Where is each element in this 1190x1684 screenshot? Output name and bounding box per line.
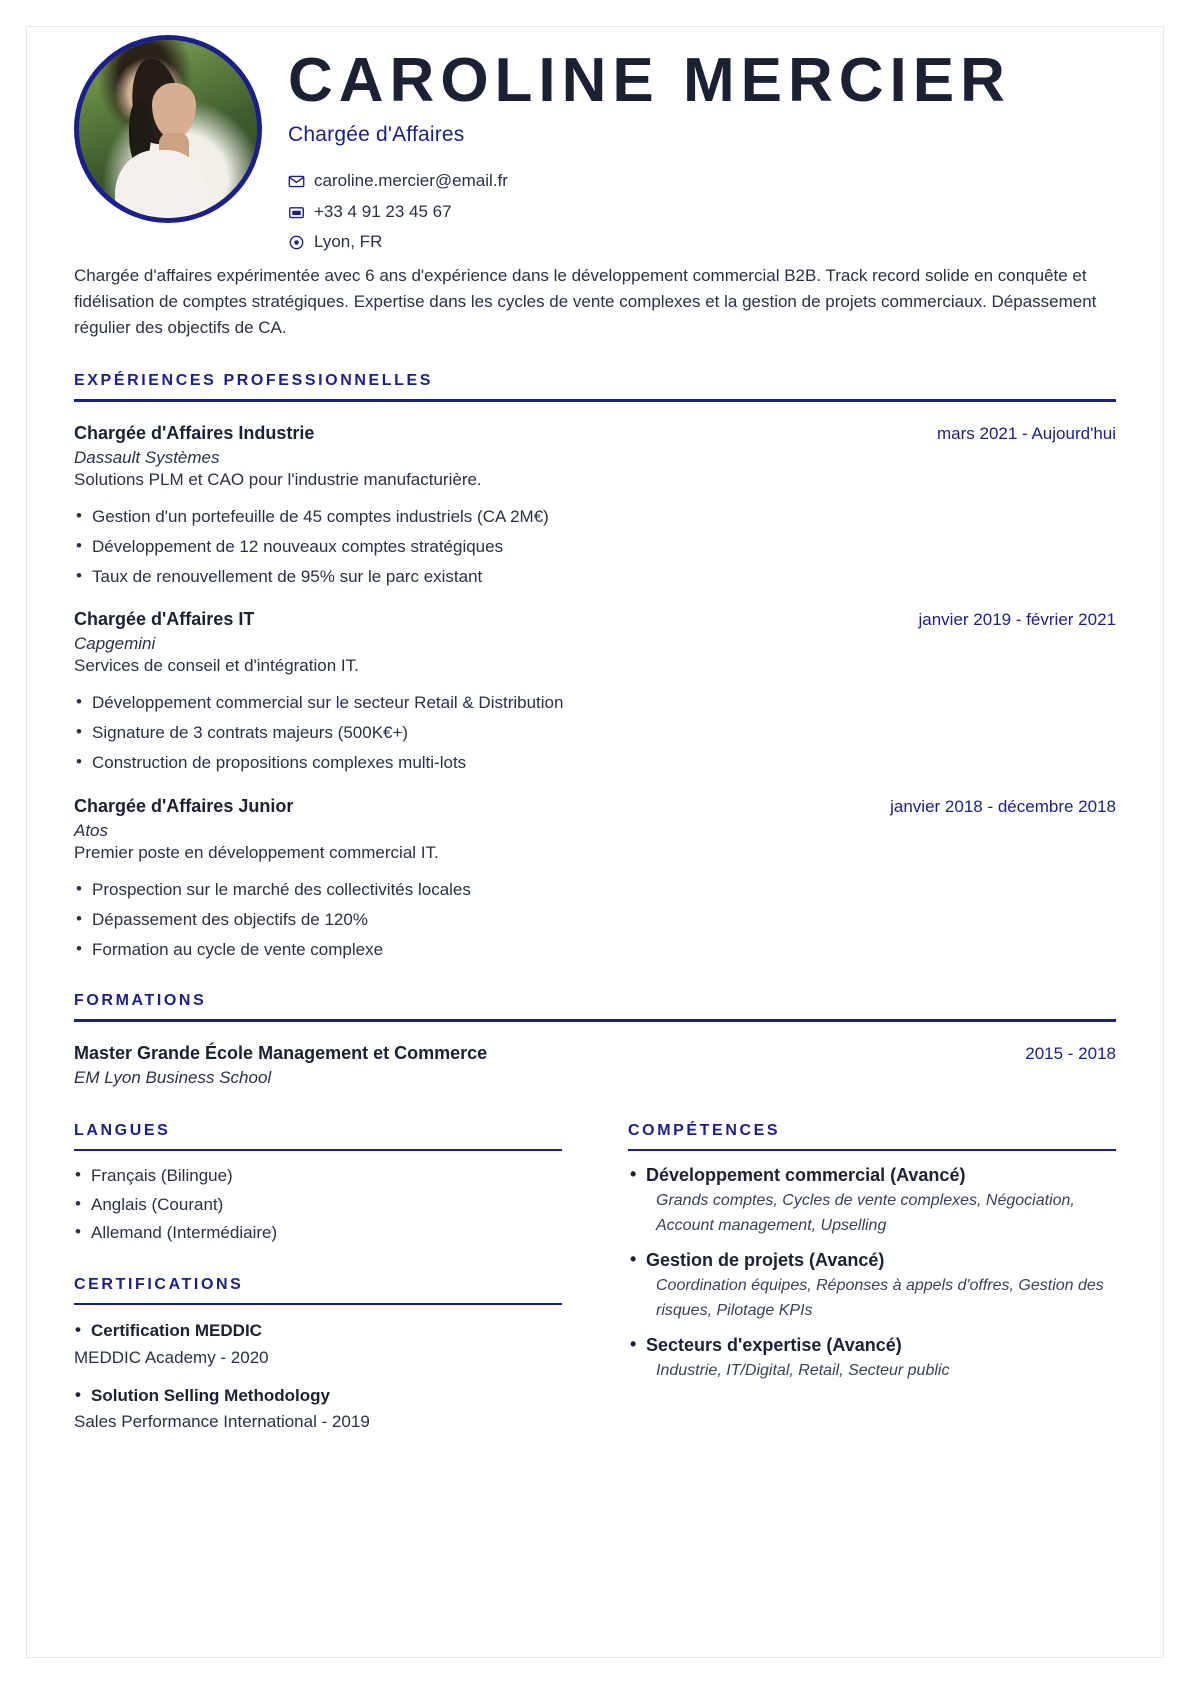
list-item: • Construction de propositions complexes multi-lots xyxy=(74,752,1116,775)
page-title: CAROLINE MERCIER xyxy=(288,46,1011,115)
experience-description: Services de conseil et d'intégration IT. xyxy=(74,656,359,676)
list-item: • Signature de 3 contrats majeurs (500K€+) xyxy=(74,722,1116,745)
list-item: • Dépassement des objectifs de 120% xyxy=(74,909,1116,932)
experience-bullet-list xyxy=(74,692,1116,775)
certification-name: • Certification MEDDIC xyxy=(74,1319,562,1343)
skill-detail: Industrie, IT/Digital, Retail, Secteur public xyxy=(656,1361,950,1379)
certification-item xyxy=(74,1319,562,1370)
language-list xyxy=(74,1164,562,1246)
list-item: • Prospection sur le marché des collectivités locales xyxy=(74,879,1116,902)
experience-job-title: Chargée d'Affaires Junior xyxy=(74,796,294,817)
section-divider-certifications xyxy=(74,1303,562,1305)
section-title-education: FORMATIONS xyxy=(74,992,207,1010)
list-item: • Développement de 12 nouveaux comptes stratégiques xyxy=(74,536,1116,559)
list-item: • Gestion d'un portefeuille de 45 comptes industriels (CA 2M€) xyxy=(74,506,1116,529)
skill-detail: Grands comptes, Cycles de vente complexes, Négociation, Account management, Upselling xyxy=(656,1192,1075,1235)
section-divider-experience xyxy=(74,399,1116,402)
contact-phone[interactable] xyxy=(288,202,1116,222)
experience-date-range: mars 2021 - Aujourd'hui xyxy=(936,423,1116,443)
list-item: • Anglais (Courant) xyxy=(74,1193,562,1218)
envelope-icon xyxy=(288,173,305,190)
section-education xyxy=(74,992,1116,1088)
list-item: • Taux de renouvellement de 95% sur le parc existant xyxy=(74,566,1116,589)
avatar-face-shape xyxy=(152,83,196,139)
phone-icon xyxy=(288,204,305,221)
experience-date-range: janvier 2019 - février 2021 xyxy=(918,610,1116,630)
experience-bullet-list xyxy=(74,879,1116,962)
education-degree: Master Grande École Management et Commerce xyxy=(74,1043,488,1064)
experience-entry-head xyxy=(74,609,1116,630)
header-text-block xyxy=(288,45,1116,253)
education-entry-head xyxy=(74,1043,1116,1064)
resume-header xyxy=(74,27,1116,342)
section-skills xyxy=(628,1122,1116,1384)
certification-meta: Sales Performance International - 2019 xyxy=(74,1412,370,1432)
right-column xyxy=(628,1122,1116,1434)
experience-company: Atos xyxy=(74,821,109,841)
section-title-skills: COMPÉTENCES xyxy=(628,1122,781,1140)
section-experience xyxy=(74,372,1116,962)
contact-email[interactable] xyxy=(288,171,1116,191)
skill-item xyxy=(628,1248,1116,1324)
section-divider-education xyxy=(74,1019,1116,1022)
avatar xyxy=(74,35,262,223)
contact-list xyxy=(288,171,1116,252)
experience-bullet-list xyxy=(74,506,1116,589)
education-entry xyxy=(74,1043,1116,1088)
avatar-shirt-shape xyxy=(115,150,207,223)
contact-location-value: Lyon, FR xyxy=(314,232,383,252)
contact-location[interactable] xyxy=(288,232,1116,252)
professional-summary: Chargée d'affaires expérimentée avec 6 ans d'expérience dans le développement commercial B2B. Track record solide en conquête et fidélisation de comptes stratégiques. Expertise dans les cycles de vente complexes et la gestion de projets commerciaux. Dépassement régulier des objectifs de CA. xyxy=(74,265,1097,338)
experience-job-title: Chargée d'Affaires IT xyxy=(74,609,255,630)
list-item: • Formation au cycle de vente complexe xyxy=(74,939,1116,962)
bottom-columns xyxy=(74,1122,1116,1434)
certification-meta: MEDDIC Academy - 2020 xyxy=(74,1347,269,1367)
experience-entry-head xyxy=(74,423,1116,444)
experience-company: Capgemini xyxy=(74,634,156,654)
experience-job-title: Chargée d'Affaires Industrie xyxy=(74,422,315,443)
list-item: • Allemand (Intermédiaire) xyxy=(74,1221,562,1246)
job-role-subtitle: Chargée d'Affaires xyxy=(288,123,465,147)
section-title-experience: EXPÉRIENCES PROFESSIONNELLES xyxy=(74,371,434,389)
experience-entry xyxy=(74,796,1116,962)
education-date-range: 2015 - 2018 xyxy=(1025,1044,1116,1064)
skill-detail: Coordination équipes, Réponses à appels d'offres, Gestion des risques, Pilotage KPIs xyxy=(656,1277,1104,1319)
certification-item xyxy=(74,1384,562,1435)
location-pin-icon xyxy=(288,234,305,251)
skill-name: • Gestion de projets (Avancé) xyxy=(628,1248,1116,1273)
experience-entry xyxy=(74,423,1116,589)
left-column xyxy=(74,1122,562,1434)
section-divider-languages xyxy=(74,1149,562,1151)
skill-item xyxy=(628,1333,1116,1384)
experience-description: Solutions PLM et CAO pour l'industrie manufacturière. xyxy=(74,469,482,489)
profile-photo-icon xyxy=(79,40,257,218)
experience-entry xyxy=(74,609,1116,775)
list-item: • Français (Bilingue) xyxy=(74,1164,562,1189)
experience-description: Premier poste en développement commercial IT. xyxy=(74,843,439,863)
section-title-languages: LANGUES xyxy=(74,1122,171,1140)
skill-name: • Développement commercial (Avancé) xyxy=(628,1163,1116,1188)
section-certifications xyxy=(74,1276,562,1434)
experience-company: Dassault Systèmes xyxy=(74,447,220,467)
resume-sheet xyxy=(26,26,1164,1658)
experience-date-range: janvier 2018 - décembre 2018 xyxy=(890,797,1116,817)
section-title-certifications: CERTIFICATIONS xyxy=(74,1276,244,1294)
skill-item xyxy=(628,1163,1116,1239)
experience-entry-head xyxy=(74,796,1116,817)
list-item: • Développement commercial sur le secteur Retail & Distribution xyxy=(74,692,1116,715)
education-school: EM Lyon Business School xyxy=(74,1068,272,1088)
skill-name: • Secteurs d'expertise (Avancé) xyxy=(628,1333,1116,1358)
section-languages xyxy=(74,1122,562,1246)
contact-email-value: caroline.mercier@email.fr xyxy=(314,171,508,191)
certification-name: • Solution Selling Methodology xyxy=(74,1384,562,1408)
contact-phone-value: +33 4 91 23 45 67 xyxy=(314,201,452,221)
